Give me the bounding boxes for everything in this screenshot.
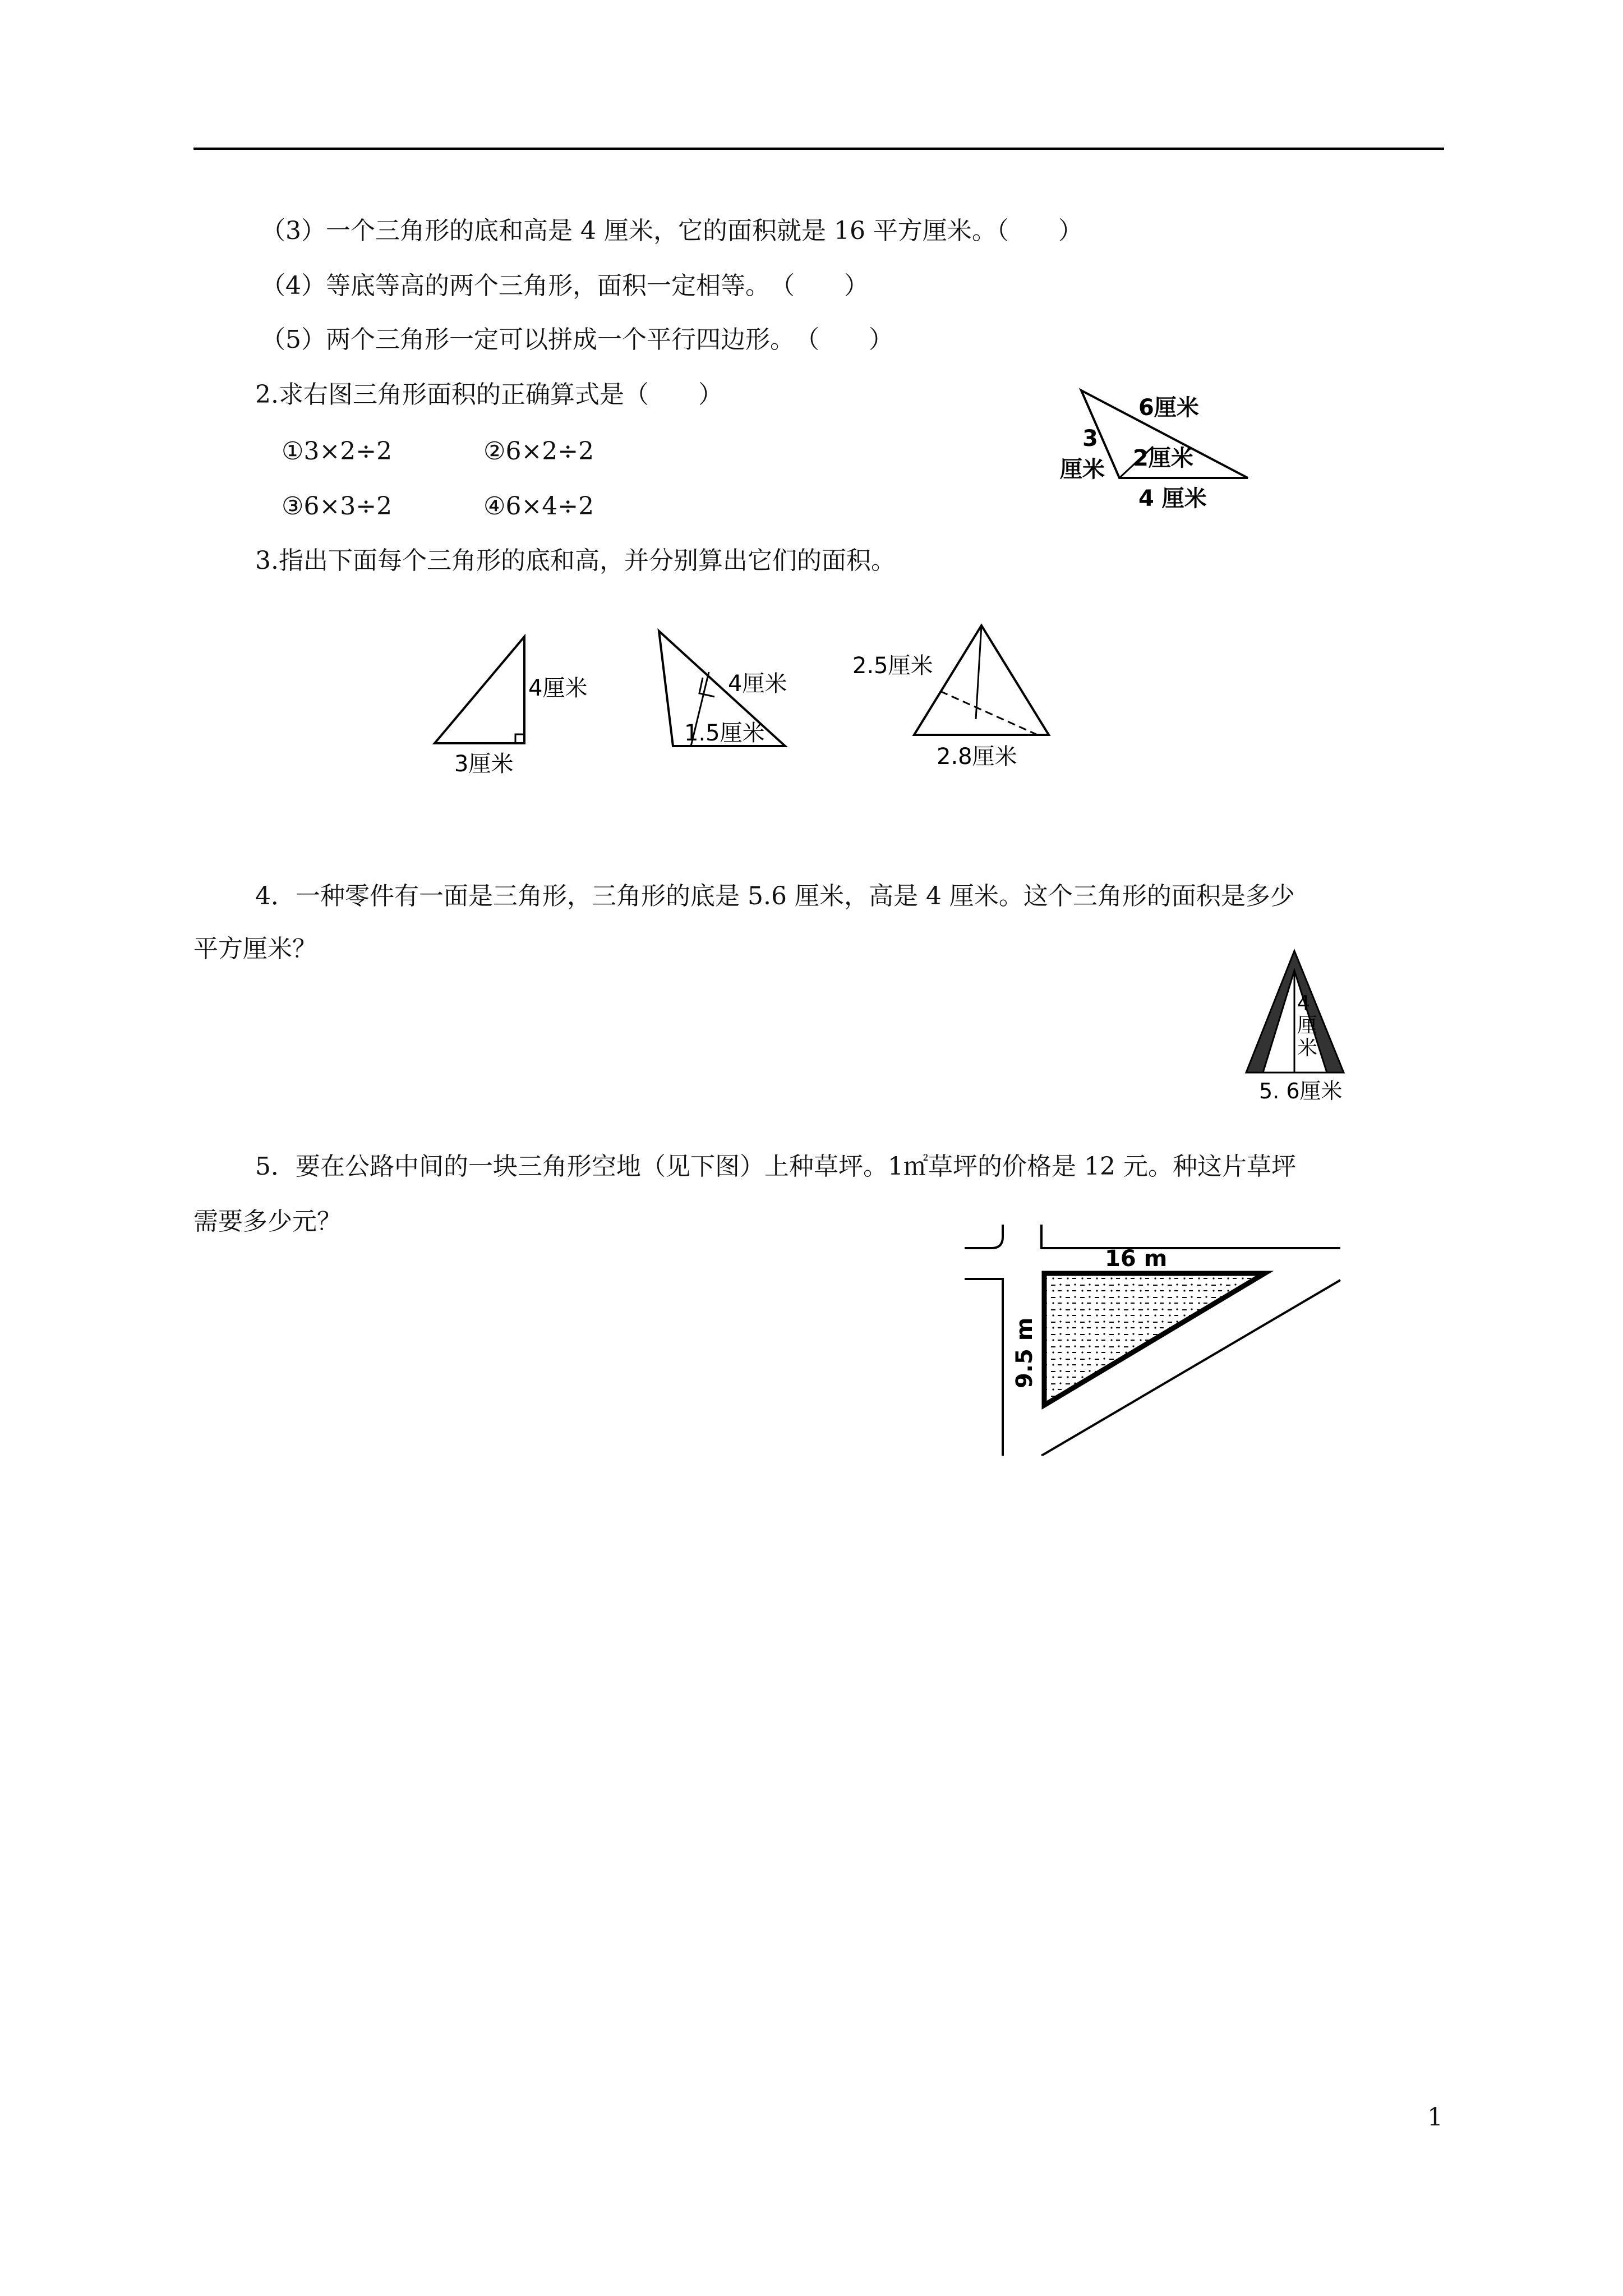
q2-triangle-figure: [1054, 381, 1262, 516]
q3c-label-side: 2.5厘米: [852, 653, 933, 679]
q4-label-height-unit-1: 厘: [1297, 1014, 1318, 1037]
page-number: 1: [1427, 2103, 1443, 2132]
q3c-label-base: 2.8厘米: [937, 744, 1017, 770]
q5-road-map: [962, 1220, 1349, 1456]
question-1-4: （4）等底等高的两个三角形，面积一定相等。 （ ）: [261, 272, 869, 300]
q2-label-base: 4 厘米: [1138, 486, 1207, 512]
question-2-option-4: ④6×4÷2: [483, 492, 594, 521]
q3-triangle-a: [426, 634, 594, 780]
question-5-line-2: 需要多少元？: [193, 1207, 342, 1236]
question-2-option-3: ③6×3÷2: [282, 492, 393, 521]
q5-label-top: 16 m: [1105, 1246, 1168, 1272]
q3-triangle-c: [847, 617, 1082, 780]
q2-label-top-side: 6厘米: [1138, 395, 1199, 421]
q3b-label-height: 4厘米: [728, 671, 787, 697]
question-2-option-2: ②6×2÷2: [483, 437, 594, 466]
q4-label-base: 5. 6厘米: [1259, 1079, 1343, 1103]
question-2: 2.求右图三角形面积的正确算式是（ ）: [255, 380, 723, 409]
question-4-line-1: 4．一种零件有一面是三角形，三角形的底是 5.6 厘米，高是 4 厘米。这个三角形的面积是多少: [255, 882, 1295, 910]
q4-label-height-unit-2: 米: [1297, 1037, 1318, 1060]
question-2-option-1: ①3×2÷2: [282, 437, 393, 466]
question-1-3: （3）一个三角形的底和高是 4 厘米，它的面积就是 16 平方厘米。（ ）: [261, 217, 1083, 245]
question-5-line-1: 5．要在公路中间的一块三角形空地（见下图）上种草坪。1㎡草坪的价格是 12 元。种这片草坪: [255, 1152, 1296, 1181]
q3a-label-base: 3厘米: [454, 751, 514, 777]
q3-triangle-b: [645, 628, 813, 757]
question-3: 3.指出下面每个三角形的底和高，并分别算出它们的面积。: [255, 546, 896, 575]
q2-label-height: 2厘米: [1133, 445, 1193, 471]
q4-label-height-num: 4: [1297, 992, 1310, 1015]
q2-label-left-num: 3: [1082, 426, 1098, 452]
question-1-5: （5）两个三角形一定可以拼成一个平行四边形。 （ ）: [261, 325, 893, 354]
q3a-label-height: 4厘米: [528, 675, 588, 701]
q2-label-left-unit: 厘米: [1060, 457, 1105, 482]
header-rule: [193, 148, 1444, 150]
question-4-line-2: 平方厘米？: [193, 935, 317, 963]
q3b-label-base: 1.5厘米: [684, 720, 765, 746]
q5-label-left: 9.5 m: [1012, 1317, 1038, 1388]
q4-part-figure: [1239, 948, 1374, 1111]
